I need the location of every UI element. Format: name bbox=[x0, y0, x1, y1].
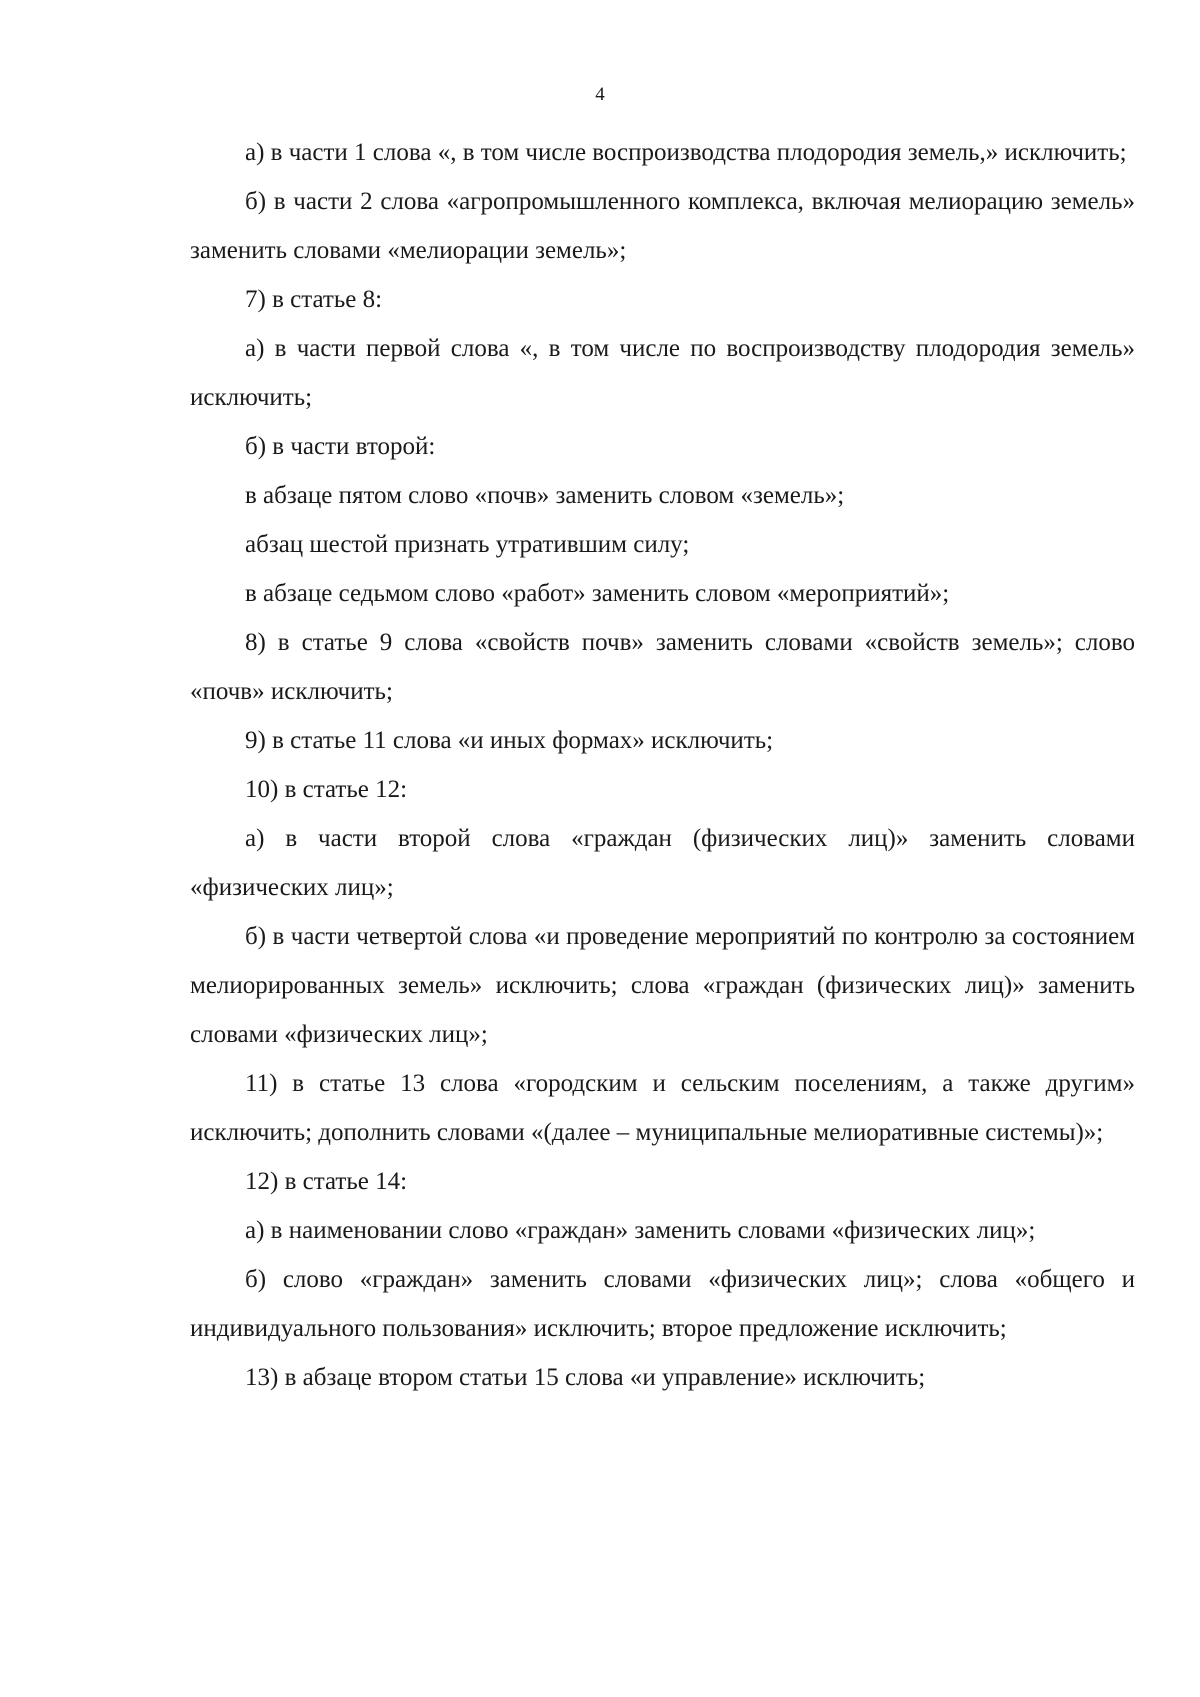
paragraph: а) в части второй слова «граждан (физических лиц)» заменить словами «физических лиц»; bbox=[190, 825, 1135, 901]
paragraph: 8) в статье 9 слова «свойств почв» заменить словами «свойств земель»; слово «почв» исключить; bbox=[190, 629, 1135, 705]
paragraph: 12) в статье 14: bbox=[245, 1168, 408, 1195]
paragraph: б) слово «граждан» заменить словами «физических лиц»; слова «общего и индивидуального пользования» исключить; второе предложение исключить; bbox=[190, 1266, 1135, 1342]
paragraph: а) в части 1 слова «, в том числе воспроизводства плодородия земель,» исключить; bbox=[245, 139, 1127, 166]
page-number: 4 bbox=[595, 84, 605, 105]
paragraph: в абзаце седьмом слово «работ» заменить словом «мероприятий»; bbox=[245, 580, 950, 607]
paragraph: а) в наименовании слово «граждан» заменить словами «физических лиц»; bbox=[245, 1217, 1036, 1244]
paragraph: б) в части второй: bbox=[245, 433, 436, 460]
paragraph: а) в части первой слова «, в том числе по воспроизводству плодородия земель» исключить; bbox=[190, 335, 1135, 411]
document-body bbox=[190, 128, 1135, 1402]
paragraph: 11) в статье 13 слова «городским и сельским поселениям, а также другим» исключить; дополнить словами «(далее – муниципальные мелиоративные системы)»; bbox=[190, 1070, 1135, 1146]
paragraph: 9) в статье 11 слова «и иных формах» исключить; bbox=[245, 727, 774, 754]
paragraph: абзац шестой признать утратившим силу; bbox=[245, 531, 690, 558]
paragraph: 7) в статье 8: bbox=[245, 286, 383, 313]
paragraph: б) в части 2 слова «агропромышленного комплекса, включая мелиорацию земель» заменить словами «мелиорации земель»; bbox=[190, 188, 1135, 264]
paragraph: б) в части четвертой слова «и проведение мероприятий по контролю за состоянием мелиорированных земель» исключить; слова «граждан (физических лиц)» заменить словами «физических лиц»; bbox=[190, 923, 1135, 1048]
paragraph: 13) в абзаце втором статьи 15 слова «и управление» исключить; bbox=[245, 1364, 926, 1391]
paragraph: в абзаце пятом слово «почв» заменить словом «земель»; bbox=[245, 482, 845, 509]
paragraph: 10) в статье 12: bbox=[245, 776, 408, 803]
